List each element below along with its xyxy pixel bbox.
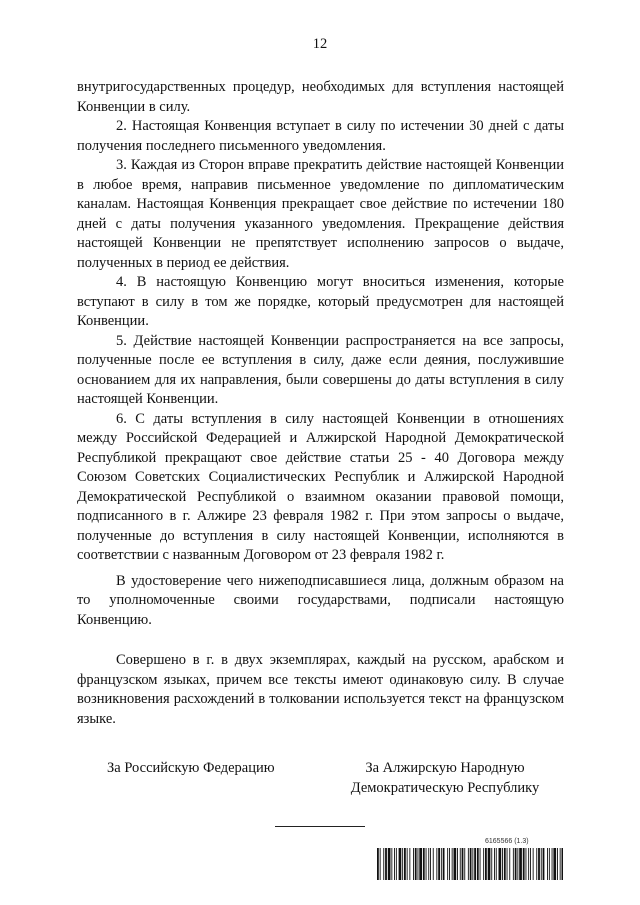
barcode [377,848,563,880]
paragraph-continuation: внутригосударственных процедур, необходимых для вступления настоящей Конвенции в силу. [77,79,564,115]
paragraph-4-amendments: 4. В настоящую Конвенцию могут вноситься изменения, которые вступают в силу в том же порядке, который предусмотрен для настоящей Конвенции. [77,274,564,329]
paragraph-2-entry-into-force: 2. Настоящая Конвенция вступает в силу по истечении 30 дней с даты получения последнего письменного уведомления. [77,118,564,154]
paragraph-3-termination: 3. Каждая из Сторон вправе прекратить действие настоящей Конвенции в любое время, направив письменное уведомление по дипломатическим каналам. Настоящая Конвенция прекращает свое действие по истечении 180 дней с даты получения указанного уведомления. Прекращение действия настоящей Конвенции не препятствует исполнению запросов о выдаче, полученных в период ее действия. [77,157,564,271]
page-number: 12 [312,36,328,52]
paragraph-5-scope: 5. Действие настоящей Конвенции распространяется на все запросы, полученные после ее вступления в силу, даже если деяния, послужившие основанием для их направления, были совершены до даты вступления в силу настоящей Конвенции. [77,332,564,407]
paragraph-6-prior-treaty: 6. С даты вступления в силу настоящей Конвенции в отношениях между Российской Федерацией и Алжирской Народной Демократической Республикой прекращают свое действие статьи 25 - 40 Договора между Союзом Советских Социалистических Республик и Алжирской Народной Демократической Республикой о взаимном оказании правовой помощи, подписанного в г. Алжире 23 февраля 1982 г. При этом запросы о выдаче, полученные до вступления в силу настоящей Конвенции, исполняются в соответствии с названным Договором от 23 февраля 1982 г. [77,410,564,563]
paragraph-in-witness: В удостоверение чего нижеподписавшиеся лица, должным образом на то уполномоченные своими государствами, подписали настоящую Конвенцию. [77,572,564,628]
signature-algeria [345,759,545,798]
paragraph-done-at: Совершено в г. в двух экземплярах, каждый на русском, арабском и французском языках, причем все тексты имеют одинаковую силу. В случае возникновения расхождений в толковании используется текст на французском языке. [77,652,564,727]
footer-divider [275,826,365,827]
signature-algeria-line-2: Демократическую Республику [350,779,540,796]
signature-russian-federation: За Российскую Федерацию [107,760,275,776]
document-body [77,78,564,729]
signature-algeria-line-1: За Алжирскую Народную [365,760,525,776]
document-code: 6165566 (1.3) [485,838,529,845]
